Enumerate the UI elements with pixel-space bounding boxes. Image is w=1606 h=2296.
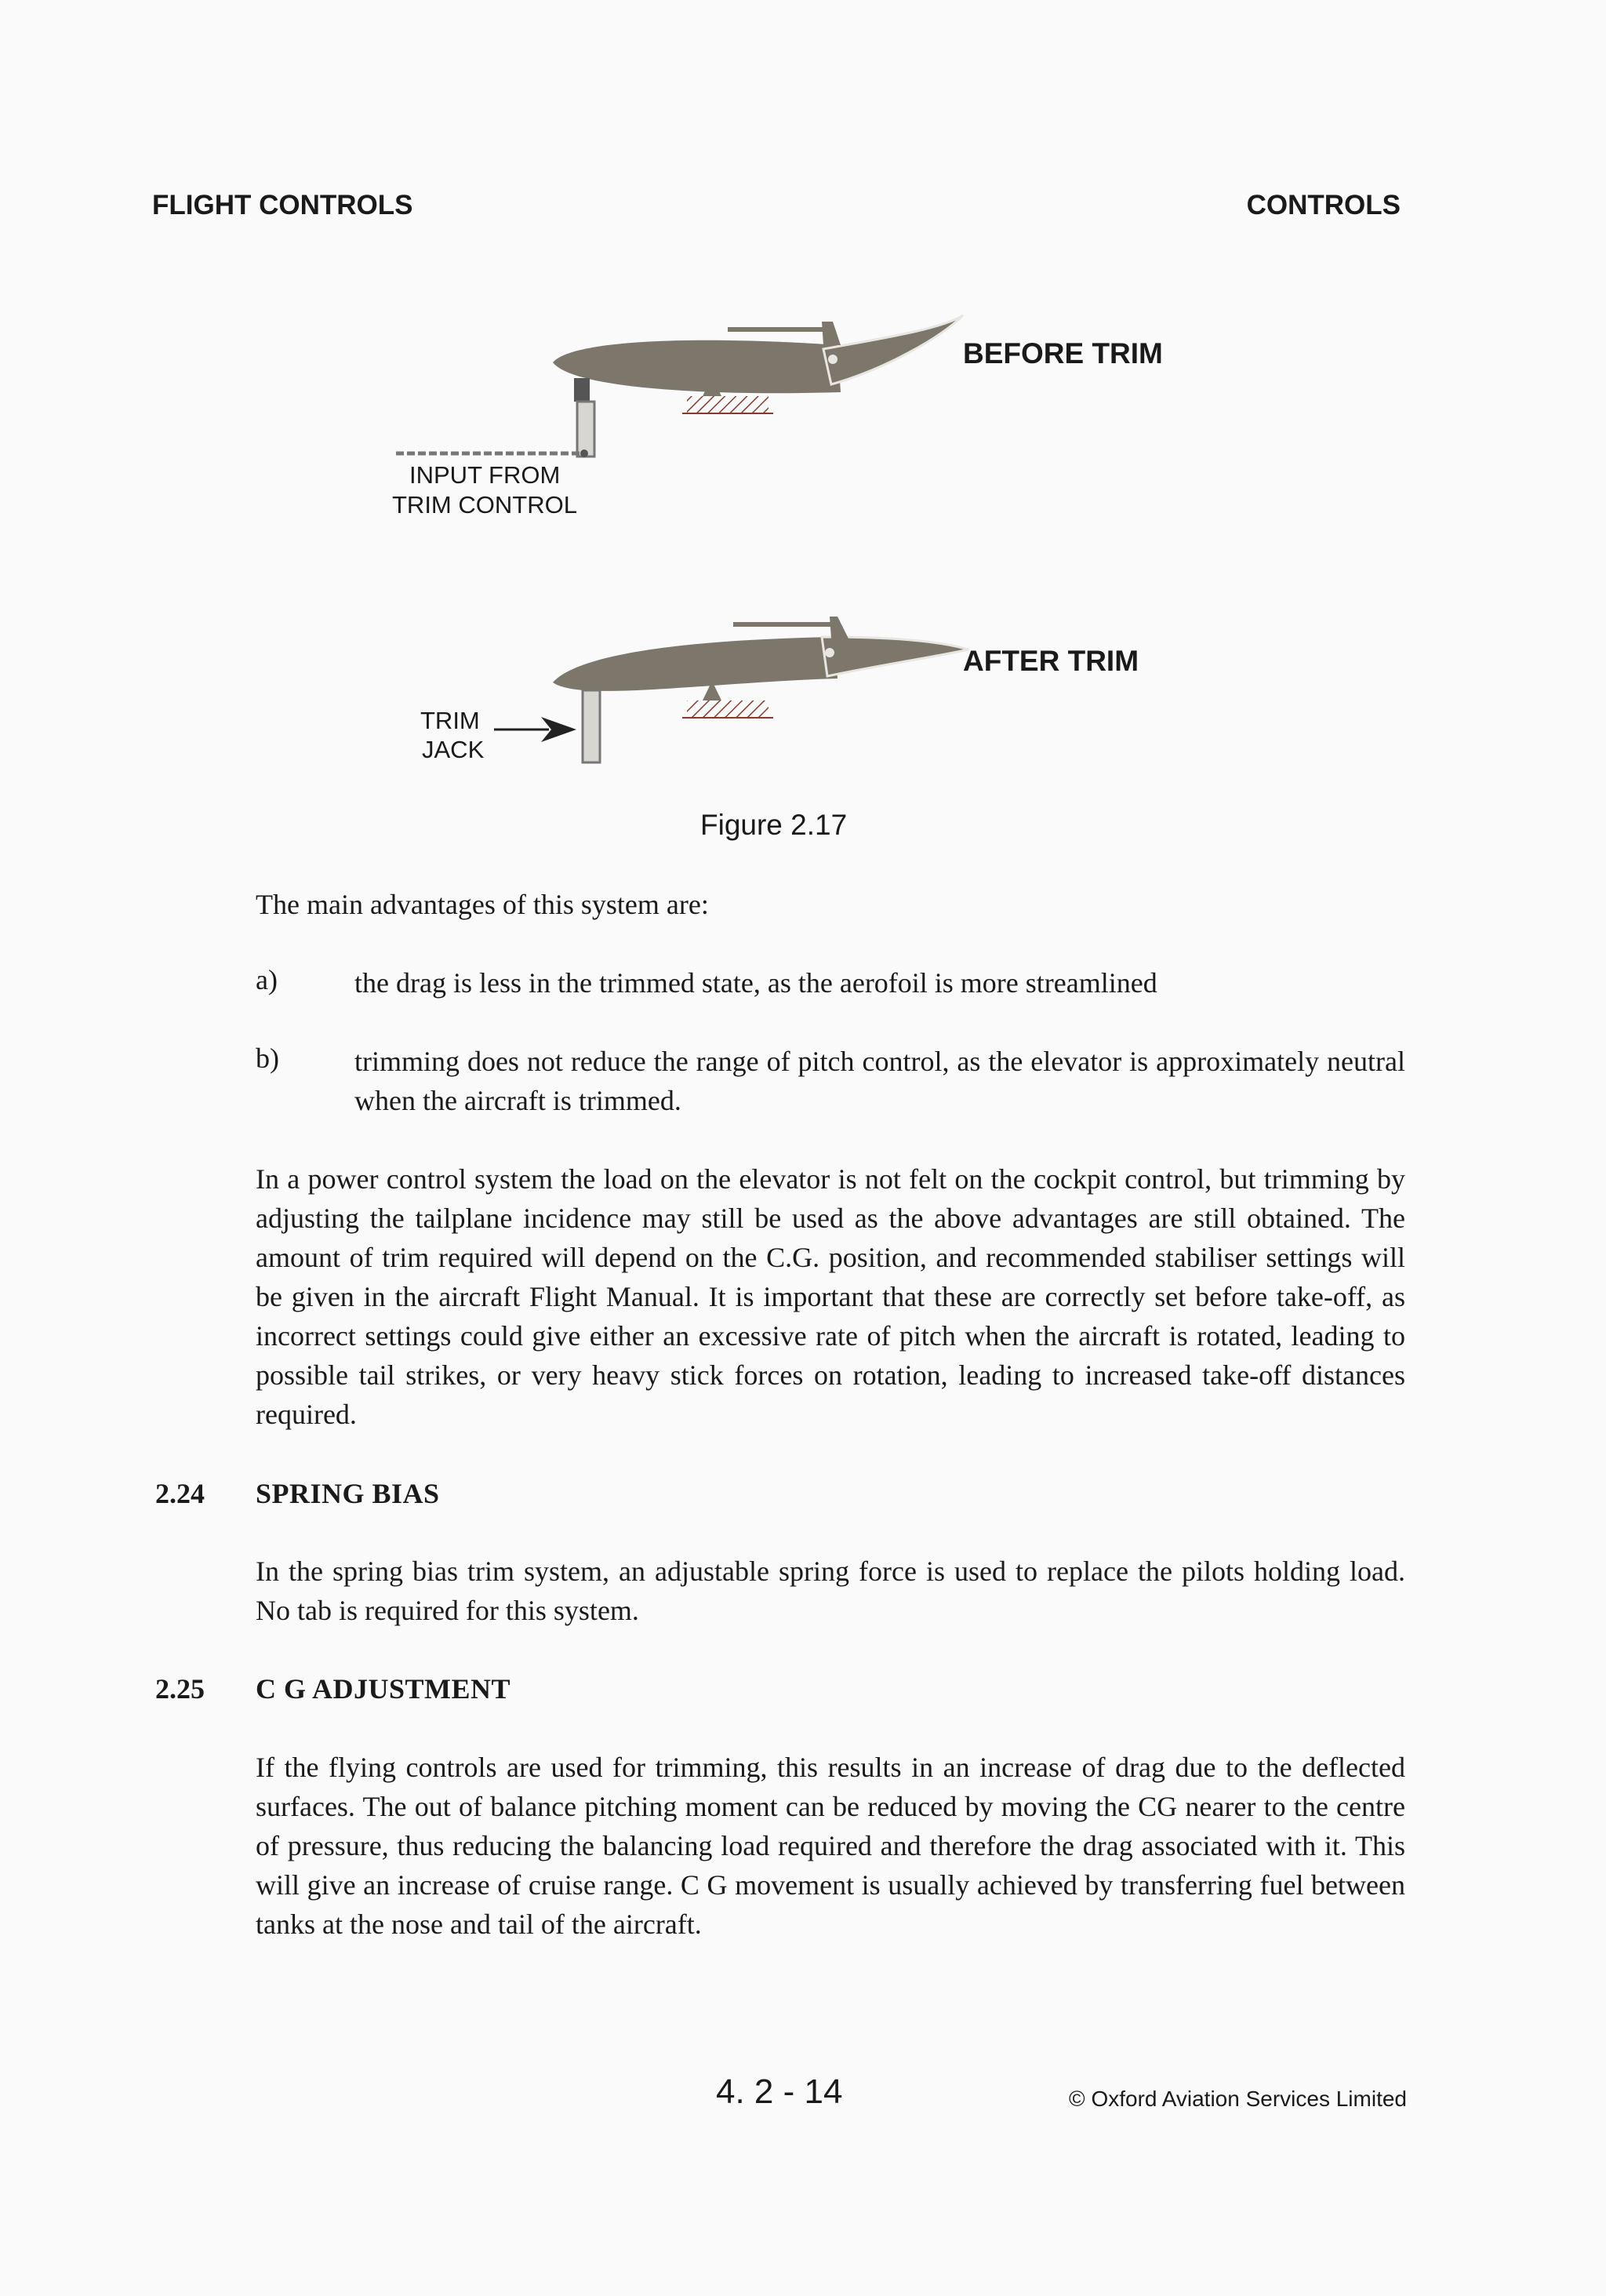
spring-bias-paragraph: In the spring bias trim system, an adjustable spring force is used to replace the pilots holding load. No tab is required for this system.	[256, 1556, 1405, 1626]
item-a-letter: a)	[256, 964, 278, 995]
trim-diagram	[0, 0, 1606, 792]
section-title-spring-bias: SPRING BIAS	[256, 1478, 440, 1509]
after-hinge	[825, 648, 834, 657]
header-chapter-title: FLIGHT CONTROLS	[152, 190, 413, 220]
intro-text: The main advantages of this system are:	[256, 889, 709, 920]
jack-label-line1: TRIM	[420, 707, 480, 734]
power-control-paragraph: In a power control system the load on the elevator is not felt on the cockpit control, but trimming by adjusting the tailplane incidence may still be used as the above advantages are still obtained. The amount of trim required will depend on the C.G. position, and recommended stabiliser settings will be given in the aircraft Flight Manual. It is important that these are correctly set before take-off, as incorrect settings could give either an excessive rate of pitch when the aircraft is rotated, leading to possible tail strikes, or very heavy stick forces on rotation, leading to increased take-off distances required.	[256, 1163, 1405, 1430]
before-tailplane	[553, 340, 841, 394]
after-trim-jack	[583, 690, 600, 762]
input-label-line1: INPUT FROM	[409, 461, 561, 489]
before-trim-label: BEFORE TRIM	[963, 337, 1163, 369]
copyright: © Oxford Aviation Services Limited	[1069, 2087, 1407, 2111]
page-number: 4. 2 - 14	[716, 2072, 843, 2111]
before-elevator	[823, 315, 963, 384]
after-trim-assembly	[494, 617, 968, 762]
after-trim-label: AFTER TRIM	[963, 645, 1139, 677]
section-number-spring-bias: 2.24	[155, 1478, 205, 1509]
before-tab-horn	[822, 322, 841, 345]
header-section-title: CONTROLS	[1246, 190, 1401, 220]
before-trim-assembly	[396, 315, 963, 457]
jack-label-line2: JACK	[422, 736, 485, 763]
item-a-text: the drag is less in the trimmed state, as the aerofoil is more streamlined	[354, 967, 1157, 999]
figure-caption: Figure 2.17	[700, 809, 848, 841]
section-title-cg-adjustment: C G ADJUSTMENT	[256, 1673, 511, 1705]
item-b-letter: b)	[256, 1042, 279, 1074]
trim-jack-arrow	[494, 717, 576, 742]
input-label-line2: TRIM CONTROL	[392, 491, 577, 519]
after-tailplane	[553, 637, 838, 691]
section-number-cg-adjustment: 2.25	[155, 1673, 205, 1705]
item-b-text: trimming does not reduce the range of pitch control, as the elevator is approximately neutral when the aircraft is trimmed.	[354, 1046, 1405, 1116]
after-elevator	[822, 637, 968, 676]
after-tab-horn	[830, 617, 848, 639]
cg-adjustment-paragraph: If the flying controls are used for trimming, this results in an increase of drag due to the deflected surfaces. The out of balance pitching moment can be reduced by moving the CG nearer to the centre of pressure, thus reducing the balancing load required and therefore the drag associated with it. This will give an increase of cruise range. C G movement is usually achieved by transferring fuel between tanks at the nose and tail of the aircraft.	[256, 1752, 1405, 1940]
before-trim-jack	[574, 378, 594, 457]
before-hinge	[828, 355, 838, 364]
